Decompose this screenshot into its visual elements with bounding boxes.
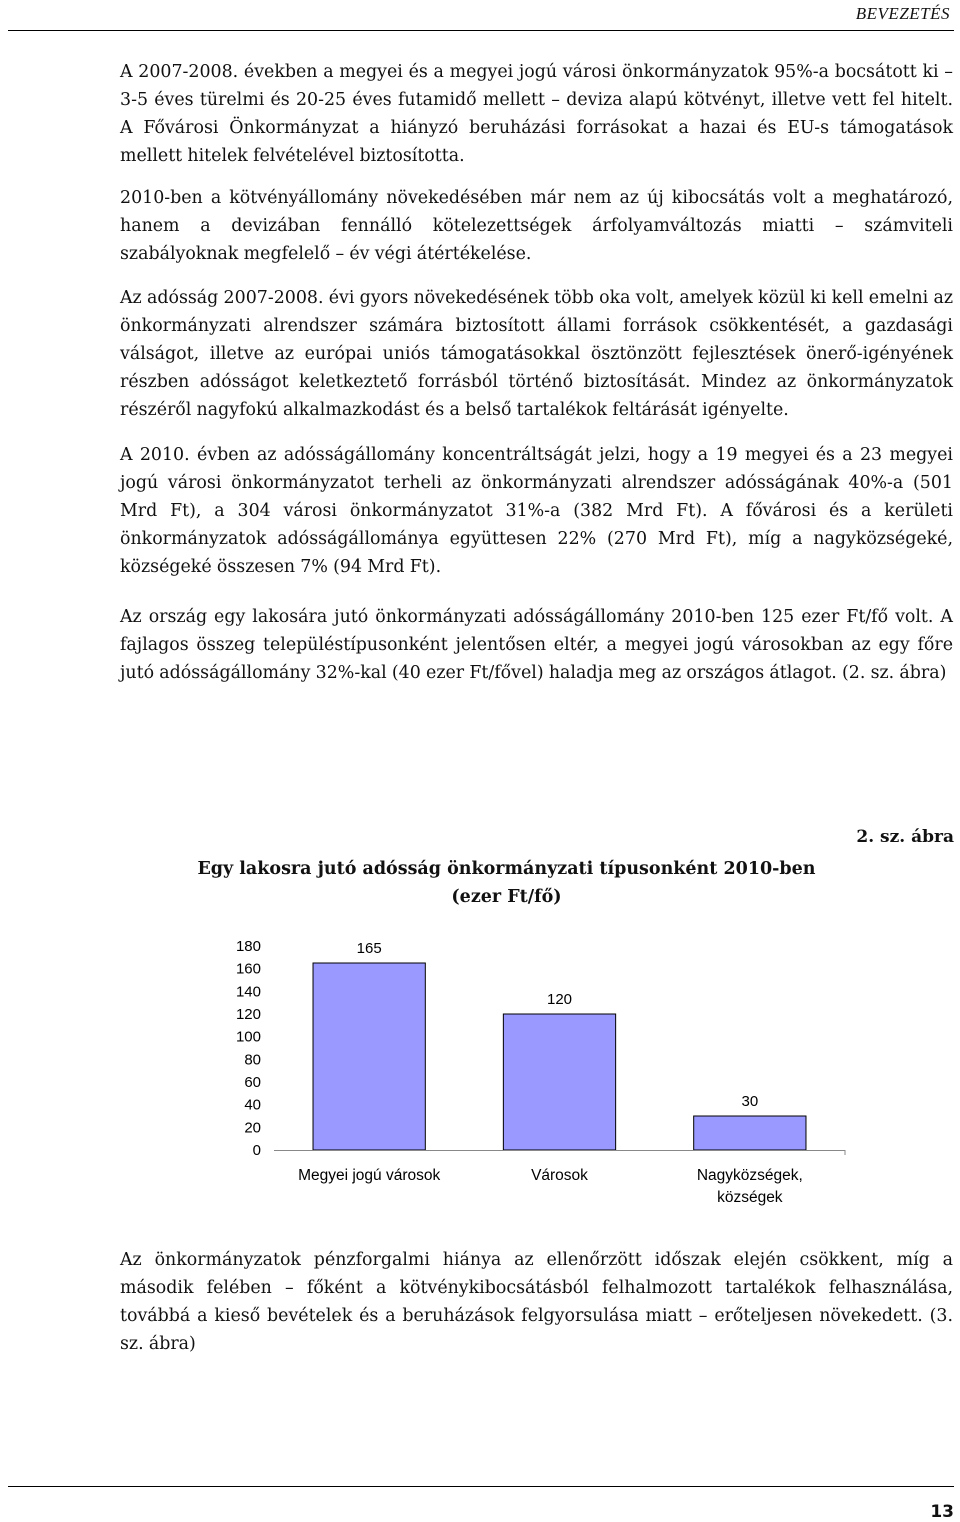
chart-title [120,855,953,911]
paragraph-3: Az adósság 2007-2008. évi gyors növekedésének több oka volt, amelyek közül ki kell emelni az önkormányzati alrendszer számára biztosított állami források csökkentését, a gazdasági válságot, illetve az európai uniós támogatásokkal ösztönzött fejlesztések önerő-igényének részben adósságot keletkeztető forrásból történő biztosítását. Mindez az önkormányzatok részéről nagyfokú alkalmazkodást és a belső tartalékok feltárását igényelte. [120,288,953,420]
footer-rule [8,1486,954,1487]
paragraph-2: 2010-ben a kötvényállomány növekedésében már nem az új kibocsátás volt a meghatározó, hanem a devizában fennálló kötelezettségek árfolyamváltozás miatti – számviteli szabályoknak megfelelő – év végi átértékelése. [120,188,953,264]
data-label: 120 [546,991,573,1008]
data-label: 30 [741,1093,759,1110]
body-text-after-chart [120,1246,953,1358]
paragraph-6: Az önkormányzatok pénzforgalmi hiánya az ellenőrzött időszak elején csökkent, míg a második felében – főként a kötvénykibocsátásból felhalmozott tartalékok felhasználása, továbbá a kieső bevételek és a beruházások felgyorsulása miatt – erőteljesen növekedett. (3. sz. ábra) [120,1250,953,1354]
y-tick-label: 140 [235,983,261,1001]
chart-title-line-1: Egy lakosra jutó adósság önkormányzati típusonként 2010-ben [197,859,816,879]
x-category-label: Nagyközségek, [696,1167,803,1184]
header-rule [8,30,954,31]
running-header: BEVEZETÉS [855,4,950,23]
y-tick-label: 160 [235,960,261,978]
bar [503,1014,615,1150]
y-tick-label: 40 [244,1096,261,1114]
y-tick-label: 80 [244,1051,261,1069]
paragraph-1: A 2007-2008. években a megyei és a megyei jogú városi önkormányzatok 95%-a bocsátott ki – 3-5 éves türelmi és 20-25 éves futamidő mellett – deviza alapú kötvényt, illetve vett fel hitelt. A Fővárosi Önkormányzat a hiányzó beruházási forrásokat a hazai és EU-s támogatások mellett hitelek felvételével biztosította. [120,62,953,166]
y-tick-label: 100 [235,1028,261,1046]
x-category-label: Megyei jogú városok [298,1167,441,1184]
page-number: 13 [930,1502,954,1522]
body-text [120,58,953,687]
bar [694,1116,806,1150]
figure-reference: 2. sz. ábra [856,827,954,847]
chart-title-line-2: (ezer Ft/fő) [451,887,562,907]
x-category-label: Városok [531,1167,588,1184]
y-tick-label: 20 [244,1119,261,1137]
paragraph-4: A 2010. évben az adósságállomány koncentráltságát jelzi, hogy a 19 megyei és a 23 megyei jogú városi önkormányzatot terheli az önkormányzati alrendszer adósságának 40%-a (501 Mrd Ft), a 304 városi önkormányzatot 31%-a (382 Mrd Ft). A fővárosi és a kerületi önkormányzatok adósságállománya együttesen 22% (270 Mrd Ft), míg a nagyközségeké, községeké összesen 7% (94 Mrd Ft). [120,445,953,577]
y-tick-label: 120 [235,1006,261,1023]
y-tick-label: 60 [244,1074,261,1091]
y-tick-label: 180 [235,938,261,955]
data-label: 165 [356,940,382,957]
bar [313,963,425,1150]
x-category-label: községek [717,1189,783,1206]
y-tick-label: 0 [252,1142,261,1159]
paragraph-5: Az ország egy lakosára jutó önkormányzati adósságállomány 2010-ben 125 ezer Ft/fő volt. A fajlagos összeg településtípusonként jelentősen eltér, a megyei jogú városokban az egy főre jutó adósságállomány 32%-kal (40 ezer Ft/fővel) haladja meg az országos átlagot. (2. sz. ábra) [120,607,953,683]
